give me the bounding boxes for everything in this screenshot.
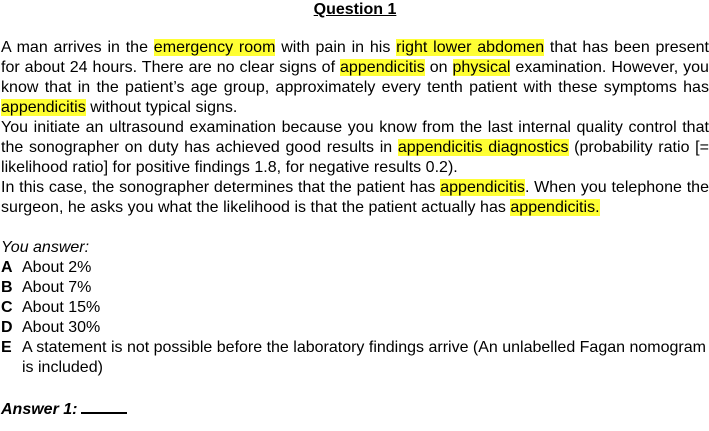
option-text: A statement is not possible before the laboratory findings arrive (An unlabelled Fagan nomogram is included) bbox=[22, 339, 706, 376]
highlight-appendicitis-diagnostics: appendicitis diagnostics bbox=[397, 139, 569, 156]
option-letter: C bbox=[1, 299, 13, 316]
text-segment: that has been present for about 24 hours. There are no clear signs of bbox=[1, 39, 709, 76]
answer-line bbox=[1, 398, 709, 420]
highlight-appendicitis: appendicitis bbox=[440, 179, 525, 196]
highlight-right-lower-abdomen: right lower abdomen bbox=[396, 39, 545, 56]
highlight-appendicitis: appendicitis. bbox=[510, 199, 600, 216]
paragraph-question bbox=[1, 178, 709, 218]
paragraph-case-description bbox=[1, 38, 709, 118]
option-c[interactable] bbox=[1, 298, 709, 318]
option-text: About 7% bbox=[22, 279, 92, 296]
text-segment: on bbox=[424, 59, 453, 76]
option-e[interactable] bbox=[1, 338, 709, 378]
paragraph-ultrasound bbox=[1, 118, 709, 178]
answer-label: Answer 1: bbox=[1, 401, 78, 418]
option-letter: A bbox=[1, 259, 13, 276]
highlight-physical: physical bbox=[452, 59, 511, 76]
option-b[interactable] bbox=[1, 278, 709, 298]
option-letter: E bbox=[1, 339, 12, 356]
text-segment: In this case, the sonographer determines that the patient has bbox=[1, 179, 441, 196]
text-segment: examination. However, you know that in the patient’s age group, approximately every tenth patient with these symptoms has bbox=[1, 59, 709, 96]
option-a[interactable] bbox=[1, 258, 709, 278]
option-letter: D bbox=[1, 319, 13, 336]
text-segment: You initiate an ultrasound examination because you know from the last internal quality control that the sonographer on duty has achieved good results in bbox=[1, 119, 709, 156]
you-answer-label: You answer: bbox=[1, 239, 90, 256]
option-text: About 2% bbox=[22, 259, 92, 276]
text-segment: A man arrives in the bbox=[1, 39, 154, 56]
text-segment: . When you telephone the surgeon, he asks you what the likelihood is that the patient actually has bbox=[1, 179, 709, 216]
text-segment: (probability ratio [= likelihood ratio] for positive findings 1.8, for negative results 0.2). bbox=[1, 139, 709, 176]
highlight-appendicitis: appendicitis bbox=[1, 99, 86, 116]
option-text: About 15% bbox=[22, 299, 101, 316]
highlight-appendicitis: appendicitis bbox=[340, 59, 425, 76]
answer-blank[interactable] bbox=[81, 398, 127, 414]
question-title: Question 1 bbox=[313, 1, 397, 18]
option-letter: B bbox=[1, 279, 13, 296]
option-text: About 30% bbox=[22, 319, 101, 336]
text-segment: with pain in his bbox=[275, 39, 397, 56]
option-d[interactable] bbox=[1, 318, 709, 338]
answer-options bbox=[1, 258, 709, 378]
highlight-emergency-room: emergency room bbox=[153, 39, 276, 56]
text-segment: without typical signs. bbox=[85, 99, 238, 116]
